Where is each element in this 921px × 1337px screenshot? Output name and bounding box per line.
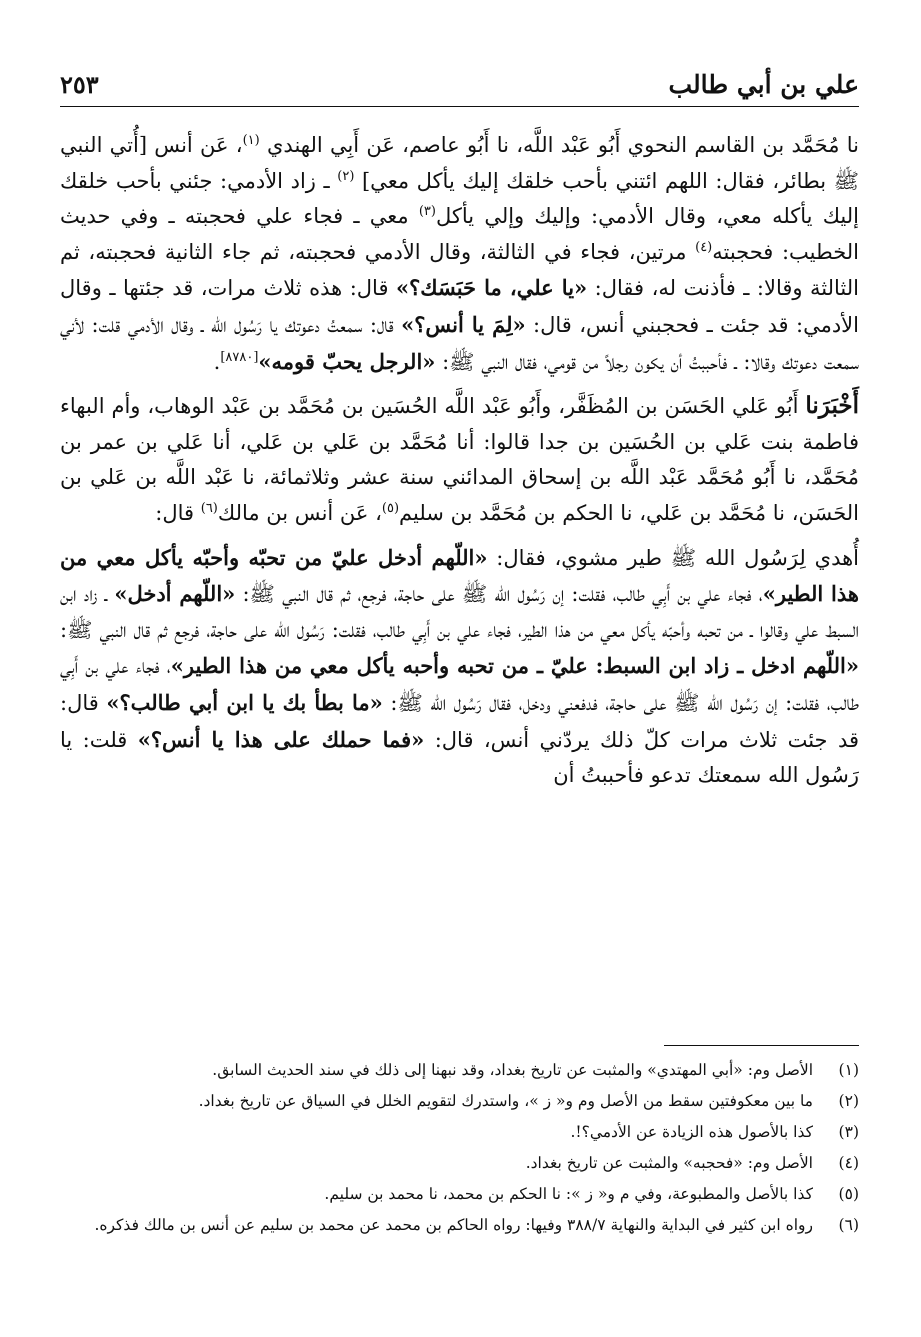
footnote-2 <box>60 1089 859 1114</box>
footnote-text: ما بين معكوفتين سقط من الأصل وم و« ز »، واستدرك لتقويم الخلل في السياق عن تاريخ بغداد. <box>198 1092 813 1110</box>
footnote-text: الأصل وم: «فحجبه» والمثبت عن تاريخ بغداد. <box>525 1154 813 1172</box>
text-run: نا مُحَمَّد بن القاسم النحوي أَبُو عَبْد اللَّه، نا أَبُو عاصم، عَن أَبِي الهندي <box>259 133 859 157</box>
footnote-ref: (٣) <box>418 204 436 220</box>
quote-bold: «فما حملك على هذا يا أنس؟» <box>137 726 425 752</box>
text-run: ، عَن أنس [أُتي النبي ﷺ بطائر، فقال: اللهم ائتني بأحب خلقك إليك يأكل معي] <box>60 133 860 193</box>
footnote-text: كذا بالأصل والمطبوعة، وفي م و« ز »: نا الحكم بن محمد، نا محمد بن سليم. <box>324 1185 813 1203</box>
text-run: ـ زاد الأدمي: جئني بأحب خلقك إليك يأكله معي، وقال الأدمي: وإليك وإلي يأكل <box>60 168 859 229</box>
footnote-text: كذا بالأصول هذه الزيادة عن الأدمي؟!. <box>570 1123 813 1141</box>
footnote-number: (٣) <box>838 1123 859 1141</box>
page-number: ٢٥٣ <box>60 69 99 99</box>
page-header <box>60 62 859 107</box>
paragraph-lead-word: أَخْبَرَنا <box>805 392 859 420</box>
footnote-number: (٢) <box>838 1092 859 1110</box>
footnote-number: (٥) <box>838 1185 859 1203</box>
main-text <box>60 128 859 794</box>
footnote-6 <box>60 1213 859 1238</box>
text-run: قال: <box>155 500 201 525</box>
footnote-ref: (١) <box>242 133 260 148</box>
footnote-ref: (٤) <box>695 239 713 255</box>
text-run: أَبُو عَلي الحَسَن بن المُظَفَّر، وأَبُو عَبْد اللَّه الحُسَين بن مُحَمَّد بن عَبْد الوهاب، وأم البهاء فاطمة بنت عَلي بن الحُسَين بن جدا قالوا: أنا مُحَمَّد بن عَلي بن عَلي، أنا عَلي بن عمر بن مُحَمَّد، نا أَبُو مُحَمَّد عَبْد اللَّه بن إسحاق المدائني سنة عشر وثلاثمائة، نا عَبْد اللَّه بن عَلي بن الحَسَن، نا مُحَمَّد بن عَلي، نا الحكم بن مُحَمَّد بن سليم <box>60 394 859 525</box>
text-run: قال: هذه ثلاث مرات، قد جئتها ـ وقال الأدمي: قد جئت ـ فحجبني أنس، قال: <box>60 276 859 337</box>
hadith-number: [٨٧٨٠] <box>220 349 259 365</box>
text-run: معي ـ فجاء علي فحجبته ـ وفي حديث الخطيب: فحجبته <box>60 204 859 264</box>
footnote-ref: (٢) <box>337 168 355 184</box>
text-run: ـ زاد ابن السبط علي وقالوا ـ من تحبه وأحبّه يأكل معي من هذا الطير، فجاء علي بن أَبِي طالب، فقلت: رَسُول الله على حاجة، فرجع ثم قال النبي ﷺ: <box>60 582 859 642</box>
text-run: أُهدي لِرَسُول الله ﷺ طير مشوي، فقال: <box>487 545 859 570</box>
text-run: ، عَن أنس بن مالك <box>217 500 382 525</box>
text-run: . <box>213 349 221 374</box>
footnote-1 <box>60 1058 859 1083</box>
quote-bold: «لِمَ يا أنس؟» <box>401 311 526 337</box>
footnote-text: رواه ابن كثير في البداية والنهاية ٣٨٨/٧ وفيها: رواه الحاكم بن محمد عن محمد بن سليم عن أنس بن مالك فذكره. <box>94 1216 813 1234</box>
footnote-5 <box>60 1182 859 1207</box>
footnote-number: (١) <box>838 1061 859 1079</box>
text-run: قال: قد جئت ثلاث مرات كلّ ذلك يردّني أنس، قال: <box>60 690 860 752</box>
footnote-number: (٦) <box>838 1216 859 1234</box>
footnote-3 <box>60 1120 859 1145</box>
quote-bold: «اللّهم أدخل عليّ من تحبّه وأحبّه يأكل معي من هذا الطير» <box>60 544 859 607</box>
footnote-divider <box>664 1045 859 1046</box>
text-run: ، فجاء علي بن أَبِي طالب، فقلت: إن رَسُول الله ﷺ على حاجة، فرجع، ثم قال النبي ﷺ: <box>235 582 763 607</box>
quote-bold: «ما بطأ بك يا ابن أبي طالب؟» <box>106 689 383 715</box>
quote-bold: «الرجل يحبّ قومه» <box>258 348 436 374</box>
text-run: ، فجاء علي بن أَبِي طالب، فقلت: إن رَسُول الله ﷺ على حاجة، فدفعني ودخل، فقال رَسُول الله ﷺ: <box>60 654 859 715</box>
quote-bold: «اللّهم أدخل» <box>114 581 236 607</box>
text-run: قلت: يا رَسُول الله سمعتك تدعو فأحببتُ أن <box>60 727 859 788</box>
footnote-ref: (٦) <box>200 500 218 516</box>
footnotes <box>60 1045 859 1244</box>
text-run: مرتين، فجاء في الثالثة، وقال الأدمي فحجبته، ثم جاء الثانية فحجبته، ثم الثالثة وقالا: ـ فأذنت له، فقال: <box>60 239 859 301</box>
footnote-ref: (٥) <box>381 500 400 516</box>
footnote-text: الأصل وم: «أبي المهتدي» والمثبت عن تاريخ بغداد، وقد نبهنا إلى ذلك في سند الحديث السابق. <box>212 1061 813 1079</box>
quote-bold: «يا علي، ما حَبَسَك؟» <box>395 275 588 301</box>
footnote-4 <box>60 1151 859 1176</box>
footnote-number: (٤) <box>838 1154 859 1172</box>
running-title: علي بن أبي طالب <box>668 69 859 99</box>
paragraph-2 <box>60 388 859 531</box>
text-run: قال: سمعتُ دعوتك يا رَسُول الله ـ وقال الأدمي قلت: لأني سمعت دعوتك وقالا: ـ فأحببتُ أن يكون رجلاً من قومي، فقال النبي ﷺ: <box>60 312 859 374</box>
quote-bold: «اللّهم ادخل ـ زاد ابن السبط: عليّ ـ من تحبه وأحبه يأكل معي من هذا الطير» <box>170 653 859 679</box>
paragraph-1 <box>60 128 859 380</box>
paragraph-3 <box>60 540 859 794</box>
